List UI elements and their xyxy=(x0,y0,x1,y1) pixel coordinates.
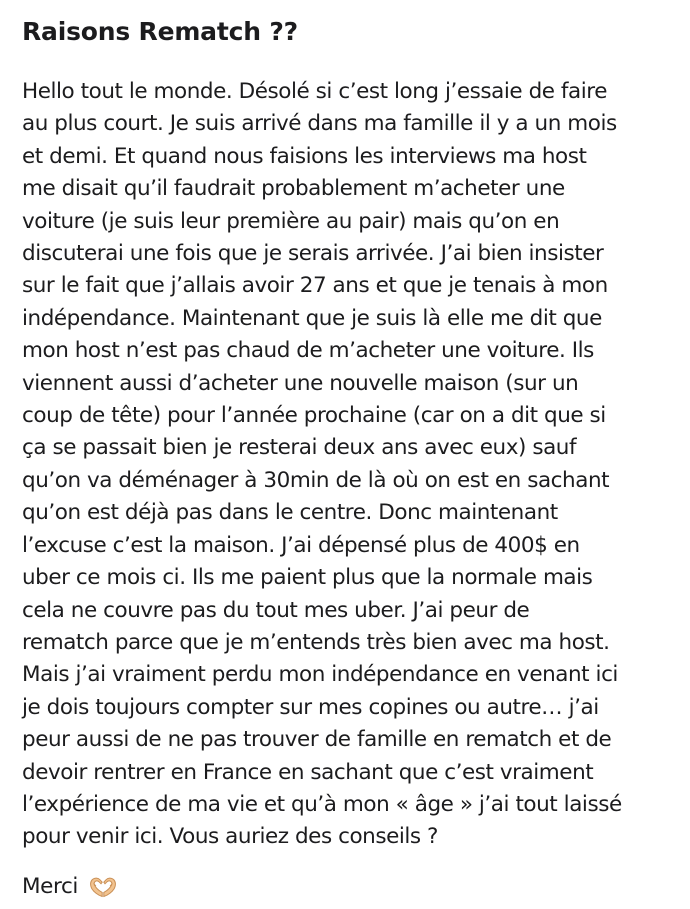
body-line: Mais j’ai vraiment perdu mon indépendance en venant ici xyxy=(22,662,618,688)
body-line: qu’on va déménager à 30min de là où on est en sachant xyxy=(22,467,610,493)
body-line: viennent aussi d’acheter une nouvelle maison (sur un xyxy=(22,370,579,396)
body-line: voiture (je suis leur première au pair) mais qu’on en xyxy=(22,208,560,234)
body-line: indépendance. Maintenant que je suis là elle me dit que xyxy=(22,305,602,331)
body-line: et demi. Et quand nous faisions les interviews ma host xyxy=(22,143,587,169)
signoff xyxy=(22,871,672,903)
body-line: ça se passait bien je resterai deux ans avec eux) sauf xyxy=(22,435,577,461)
body-line: coup de tête) pour l’année prochaine (car on a dit que si xyxy=(22,403,606,429)
body-line: rematch parce que je m’entends très bien avec ma host. xyxy=(22,629,610,655)
body-line: l’expérience de ma vie et qu’à mon « âge » j’ai tout laissé xyxy=(22,791,622,817)
heart-hands-icon xyxy=(88,875,118,899)
body-line: me disait qu’il faudrait probablement m’acheter une xyxy=(22,176,565,202)
post xyxy=(22,14,672,903)
body-line: je dois toujours compter sur mes copines ou autre… j’ai xyxy=(22,694,599,720)
body-line: pour venir ici. Vous auriez des conseils ? xyxy=(22,824,439,850)
body-line: peur aussi de ne pas trouver de famille en rematch et de xyxy=(22,727,612,753)
body-line: devoir rentrer en France en sachant que c’est vraiment xyxy=(22,759,594,785)
body-line: sur le fait que j’allais avoir 27 ans et que je tenais à mon xyxy=(22,273,608,299)
body-line: discuterai une fois que je serais arrivée. J’ai bien insister xyxy=(22,241,604,267)
body-line: cela ne couvre pas du tout mes uber. J’ai peur de xyxy=(22,597,530,623)
body-line: l’excuse c’est la maison. J’ai dépensé plus de 400$ en xyxy=(22,532,580,558)
post-body xyxy=(22,76,672,854)
signoff-text: Merci xyxy=(22,873,78,899)
body-line: Hello tout le monde. Désolé si c’est long j’essaie de faire xyxy=(22,79,607,104)
body-line: uber ce mois ci. Ils me paient plus que la normale mais xyxy=(22,565,593,591)
body-line: au plus court. Je suis arrivé dans ma famille il y a un mois xyxy=(22,111,617,137)
body-line: mon host n’est pas chaud de m’acheter une voiture. Ils xyxy=(22,338,594,364)
body-line: qu’on est déjà pas dans le centre. Donc maintenant xyxy=(22,500,558,526)
post-title: Raisons Rematch ?? xyxy=(22,17,298,46)
